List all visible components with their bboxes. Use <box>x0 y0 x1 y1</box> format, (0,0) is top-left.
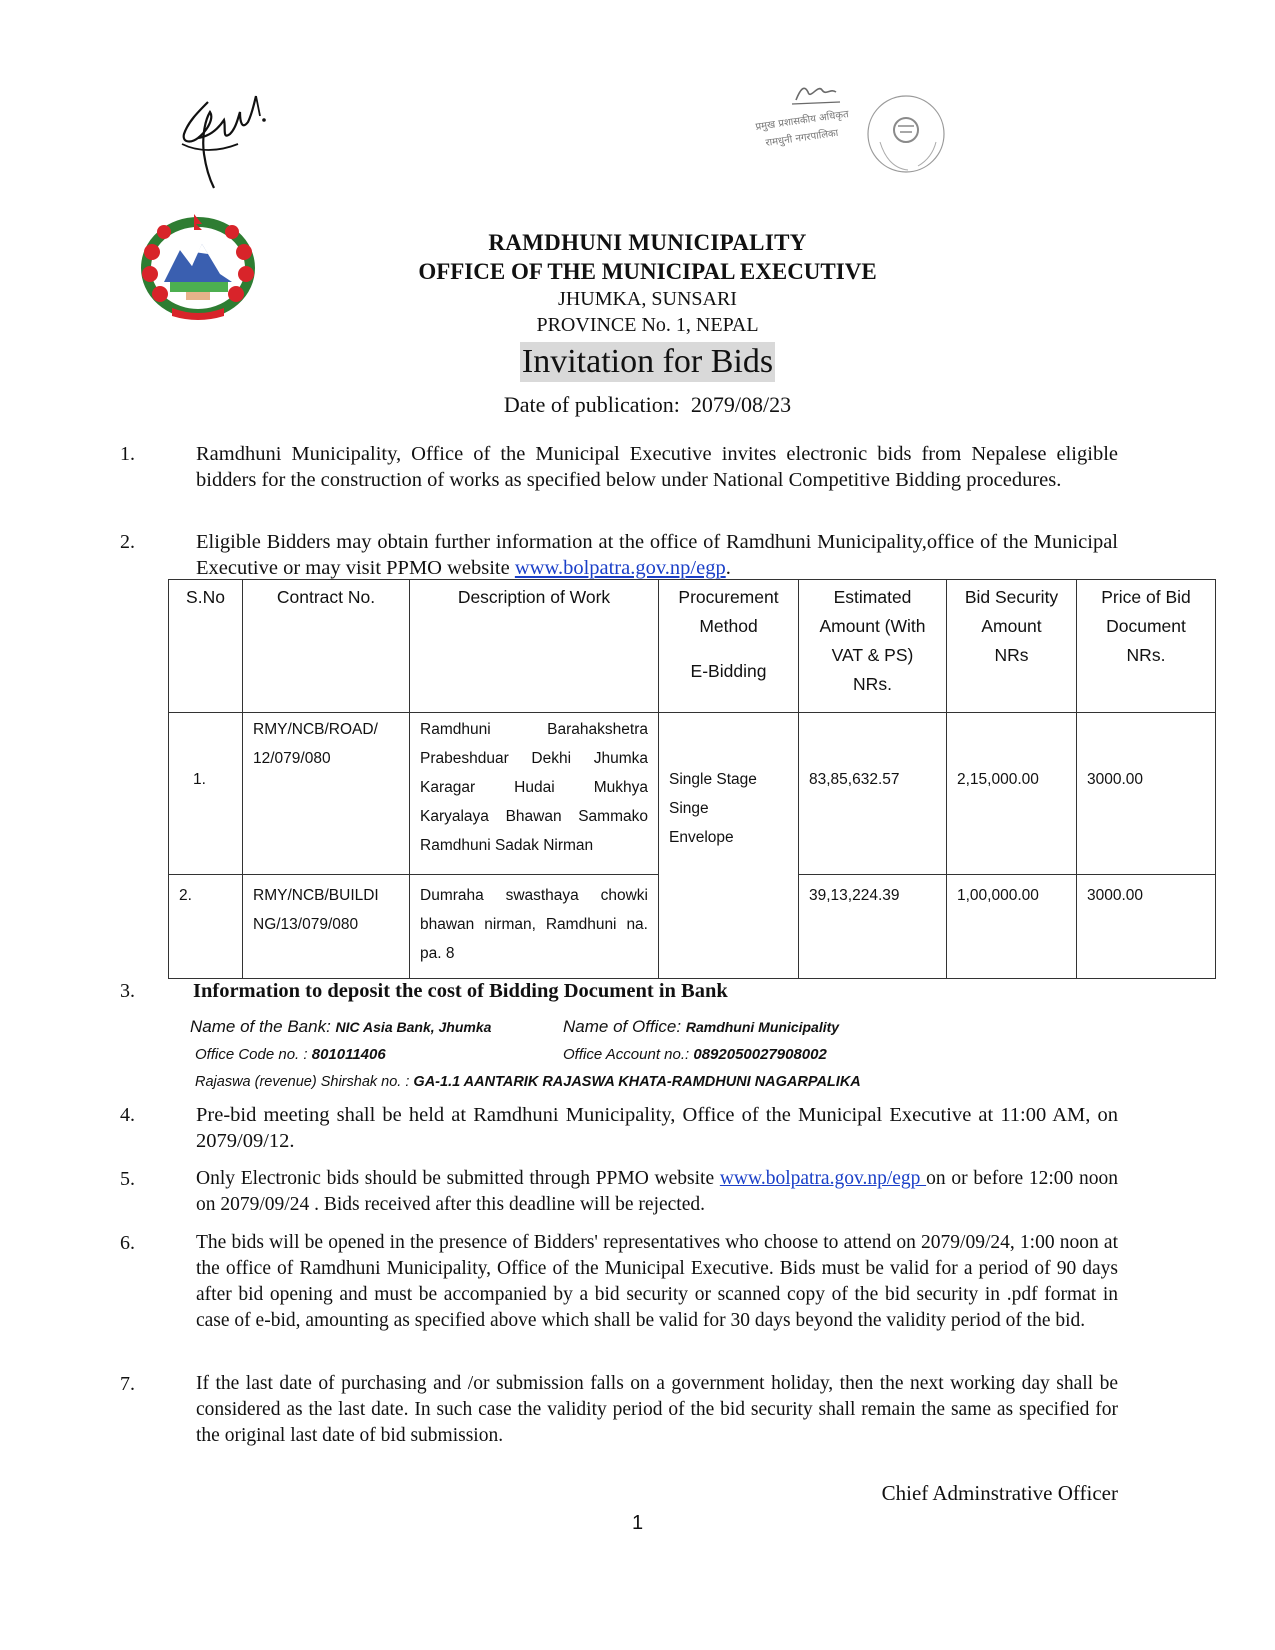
item-number-2: 2. <box>120 531 135 553</box>
office-code-value: 801011406 <box>311 1046 386 1063</box>
paragraph-2-text: Eligible Bidders may obtain further information at the office of Ramdhuni Municipality,office of the Municipal Executive or may visit PPMO website <box>196 531 1118 579</box>
stamp-text-1: प्रमुख प्रशासकीय अधिकृत <box>754 109 850 133</box>
item-number-5: 5. <box>120 1168 135 1190</box>
row-1-security: 2,15,000.00 <box>947 713 1077 875</box>
header-estimate-line-4: NRs. <box>853 674 892 694</box>
office-name-label: Name of Office: <box>563 1017 682 1036</box>
signoff-title: Chief Adminstrative Officer <box>881 1481 1118 1505</box>
item-number-3: 3. <box>120 980 135 1002</box>
page-number: 1 <box>631 1512 644 1534</box>
office-account-label: Office Account no.: <box>563 1046 690 1063</box>
paragraph-3-heading: Information to deposit the cost of Bidding Document in Bank <box>193 980 728 1002</box>
paragraph-1: Ramdhuni Municipality, Office of the Municipal Executive invites electronic bids from Nepalese eligible bidders for the construction of works as specified below under National Competitive Bidding procedures. <box>196 443 1118 491</box>
table-row <box>169 713 1216 875</box>
header-security-line-3: NRs <box>994 645 1029 665</box>
item-number-7: 7. <box>120 1373 135 1395</box>
office-account-value: 0892050027908002 <box>693 1046 827 1063</box>
row-2-description: Dumraha swasthaya chowki bhawan nirman, Ramdhuni na. pa. 8 <box>410 875 659 979</box>
ppmo-link-2[interactable]: www.bolpatra.gov.np/egp <box>719 1168 927 1189</box>
item-number-4: 4. <box>120 1104 135 1126</box>
header-description: Description of Work <box>410 580 659 713</box>
header-estimate-line-3: VAT & PS) <box>831 645 914 665</box>
paragraph-5-text: Only Electronic bids should be submitted through PPMO website <box>196 1168 720 1189</box>
header-security-line-1: Bid Security <box>964 587 1059 607</box>
row-1-estimate: 83,85,632.57 <box>799 713 947 875</box>
organization-name: RAMDHUNI MUNICIPALITY <box>488 230 807 255</box>
paragraph-6: The bids will be opened in the presence of Bidders' representatives who choose to attend on 2079/09/24, 1:00 noon at the office of Ramdhuni Municipality, Office of the Municipal Executive. Bids must be valid for a period of 90 days after bid opening and must be accompanied by a bid security or scanned copy of the bid security in .pdf format in case of e-bid, amounting as specified above which shall be valid for 30 days beyond the validity period of the bid. <box>196 1232 1118 1331</box>
header-method-line-1: Procurement <box>678 587 779 607</box>
row-1-price: 3000.00 <box>1077 713 1216 875</box>
header-sno: S.No <box>169 580 243 713</box>
header-estimate-line-2: Amount (With <box>819 616 926 636</box>
publication-label: Date of publication: <box>503 392 680 417</box>
row-1-sno: 1. <box>169 713 243 875</box>
office-name: OFFICE OF THE MUNICIPAL EXECUTIVE <box>418 259 877 284</box>
paragraph-7: If the last date of purchasing and /or submission falls on a government holiday, then the next working day shall be considered as the last date. In such case the validity period of the bid security shall remain the same as specified for the original last date of bid submission. <box>196 1373 1118 1446</box>
office-account-line <box>563 1046 827 1063</box>
signature-left <box>168 82 278 197</box>
office-name-line <box>563 1017 839 1037</box>
header-price-line-3: NRs. <box>1126 645 1166 665</box>
header-contract: Contract No. <box>243 580 410 713</box>
row-2-estimate: 39,13,224.39 <box>799 875 947 979</box>
bank-name-label: Name of the Bank: <box>190 1017 331 1036</box>
paragraph-5-text-after: on or before 12:00 noon on 2079/09/24 . Bids received after this deadline will be rejected. <box>196 1168 1118 1215</box>
publication-line <box>0 392 1275 418</box>
row-1-contract: RMY/NCB/ROAD/ 12/079/080 <box>243 713 410 875</box>
row-2-sno: 2. <box>169 875 243 979</box>
item-number-6: 6. <box>120 1232 135 1254</box>
ppmo-link-1[interactable]: www.bolpatra.gov.np/egp <box>514 557 726 579</box>
header-security-line-2: Amount <box>981 616 1042 636</box>
header-method <box>659 580 799 713</box>
bank-name-value: NIC Asia Bank, Jhumka <box>335 1019 492 1035</box>
office-code-line <box>195 1046 386 1063</box>
header-price <box>1077 580 1216 713</box>
header-price-line-1: Price of Bid <box>1101 587 1191 607</box>
document-title: Invitation for Bids <box>521 343 774 380</box>
stamp-text-2: रामधुनी नगरपालिका <box>764 127 840 149</box>
office-code-label: Office Code no. : <box>195 1046 308 1063</box>
paragraph-4: Pre-bid meeting shall be held at Ramdhuni Municipality, Office of the Municipal Executive at 11:00 AM, on 2079/09/12. <box>196 1104 1118 1152</box>
revenue-value: GA-1.1 AANTARIK RAJASWA KHATA-RAMDHUNI NAGARPALIKA <box>413 1074 861 1090</box>
header-method-line-3: E-Bidding <box>690 661 767 681</box>
header-estimate-line-1: Estimated <box>833 587 912 607</box>
header-estimate <box>799 580 947 713</box>
item-number-1: 1. <box>120 443 135 465</box>
procurement-method-cell: Single Stage Singe Envelope <box>659 713 799 979</box>
approval-stamp <box>748 72 953 187</box>
header-security <box>947 580 1077 713</box>
address-line-2: PROVINCE No. 1, NEPAL <box>536 314 759 336</box>
address-line-1: JHUMKA, SUNSARI <box>558 288 737 310</box>
row-1-description: Ramdhuni Barahakshetra Prabeshduar Dekhi Jhumka Karagar Hudai Mukhya Karyalaya Bhawan Sammako Ramdhuni Sadak Nirman <box>410 713 659 875</box>
header-method-line-2: Method <box>699 616 758 636</box>
header-price-line-2: Document <box>1106 616 1186 636</box>
paragraph-5 <box>196 1166 1118 1218</box>
row-2-security: 1,00,000.00 <box>947 875 1077 979</box>
row-2-contract: RMY/NCB/BUILDI NG/13/079/080 <box>243 875 410 979</box>
revenue-line <box>195 1074 861 1090</box>
office-name-value: Ramdhuni Municipality <box>685 1019 840 1035</box>
paragraph-2 <box>196 529 1118 581</box>
revenue-label: Rajaswa (revenue) Shirshak no. : <box>195 1074 410 1090</box>
bank-name-line <box>190 1017 491 1037</box>
table-header-row <box>169 580 1216 713</box>
document-title-wrap <box>0 342 1275 382</box>
row-2-price: 3000.00 <box>1077 875 1216 979</box>
paragraph-2-suffix: . <box>725 557 731 579</box>
bid-table <box>168 579 1216 979</box>
publication-date: 2079/08/23 <box>690 392 792 417</box>
